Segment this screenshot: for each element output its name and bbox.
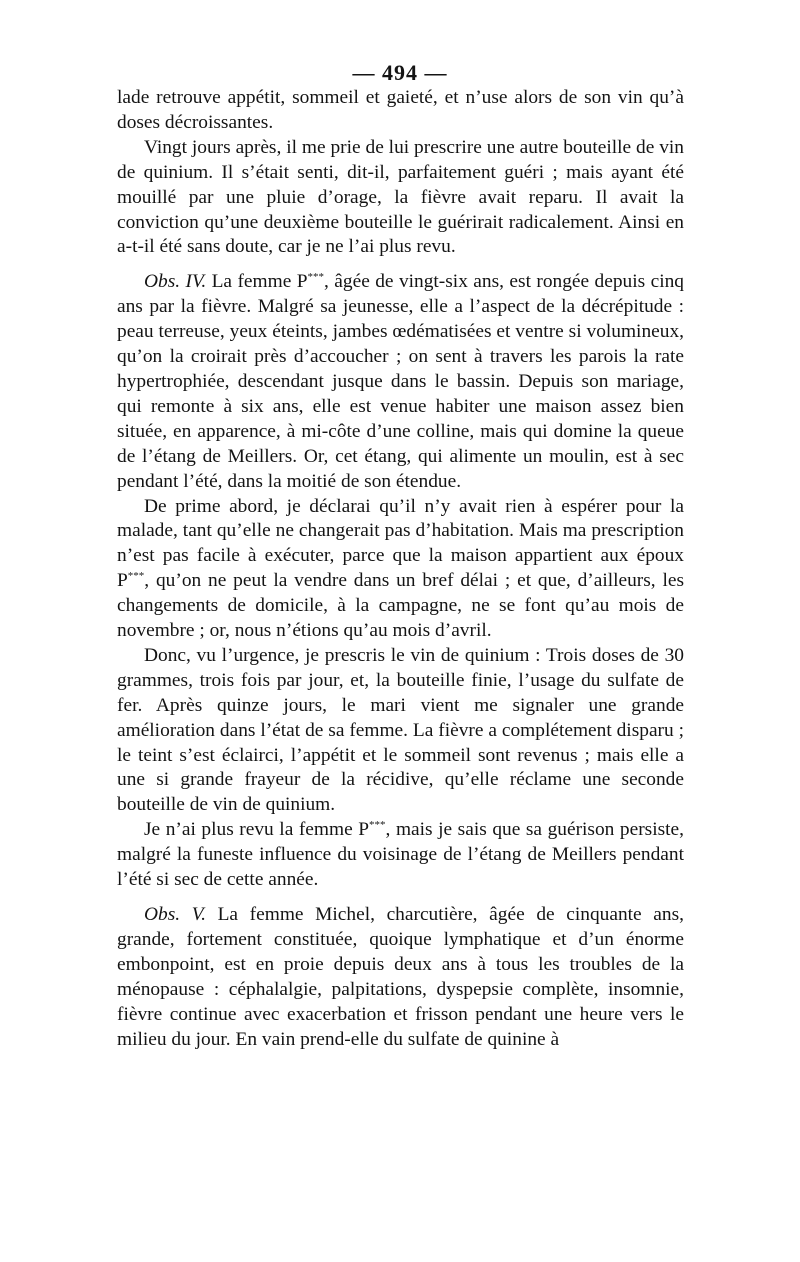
paragraph (117, 818, 684, 893)
text-run: La femme P (206, 271, 308, 293)
paragraph (117, 495, 684, 644)
text-run: La femme Michel, charcutière, âgée de cinquante ans, grande, fortement constituée, quoique lymphatique et d’un énorme embonpoint, est en proie depuis deux ans à tous les troubles de la ménopause : céphalalgie, palpitations, dyspepsie complète, insomnie, fièvre continue avec exacerbation et frisson pendant une heure vers le milieu du jour. En vain prend-elle du sulfate de quinine à (117, 904, 684, 1050)
page-number: — 494 — (352, 60, 448, 85)
text-run: , qu’on ne peut la vendre dans un bref délai ; et que, d’ailleurs, les changements de domicile, à la campagne, ne se font qu’au mois de novembre ; or, nous n’étions qu’au mois d’avril. (117, 570, 684, 642)
paragraph-observation-iv (117, 270, 684, 494)
body-text (117, 86, 684, 1052)
paragraph (117, 644, 684, 818)
paragraph-observation-v (117, 903, 684, 1052)
superscript-asterisks: *** (307, 271, 325, 284)
text-run: De prime abord, je déclarai qu’il n’y avait rien à espérer pour la malade, tant qu’elle ne changerait pas d’habitation. Mais ma prescription n’est pas facile à exécuter, parce que la maison appartient aux époux P (117, 495, 684, 592)
text-run: Je n’ai plus revu la femme P (144, 819, 370, 841)
superscript-asterisks: *** (369, 819, 386, 832)
text-run: , mais je sais que sa guérison persiste, malgré la funeste influence du voisinage de l’étang de Meillers pendant l’été si sec de cette année. (117, 819, 685, 891)
observation-label: Obs. IV. (144, 271, 207, 293)
text-run: Donc, vu l’urgence, je prescris le vin de quinium : Trois doses de 30 grammes, trois fois par jour, et, la bouteille finie, l’usage du sulfate de fer. Après quinze jours, le mari vient me signaler une grande amélioration dans l’état de sa femme. La fièvre a complétement disparu ; le teint s’est éclairci, l’appétit et le sommeil sont revenus ; mais elle a une si grande frayeur de la récidive, qu’elle réclame une seconde bouteille de vin de quinium. (117, 644, 684, 816)
paragraph (117, 136, 684, 261)
superscript-asterisks: *** (127, 570, 145, 583)
observation-label: Obs. V. (144, 904, 206, 925)
text-run: Vingt jours après, il me prie de lui prescrire une autre bouteille de vin de quinium. Il s’était senti, dit-il, parfaitement guéri ; mais ayant été mouillé par une pluie d’orage, la fièvre avait reparu. Il avait la conviction qu’une deuxième bouteille le guérirait radicalement. Ainsi en a-t-il été sans doute, car je ne l’ai plus revu. (117, 136, 684, 258)
text-run: , âgée de vingt-six ans, est rongée depuis cinq ans par la fièvre. Malgré sa jeunesse, elle a l’aspect de la décrépitude : peau terreuse, yeux éteints, jambes œdématisées et ventre si volumineux, qu’on la croirait près d’accoucher ; on sent à travers les parois la rate hypertrophiée, descendant jusque dans le bassin. Depuis son mariage, qui remonte à six ans, elle est venue habiter une maison assez bien située, en apparence, à mi-côte d’une colline, mais qui domine la queue de l’étang de Meillers. Or, cet étang, qui alimente un moulin, est à sec pendant l’été, dans la moitié de son étendue. (117, 271, 684, 492)
paragraph (117, 86, 684, 136)
text-run: lade retrouve appétit, sommeil et gaieté, et n’use alors de son vin qu’à doses décroissantes. (117, 87, 684, 133)
